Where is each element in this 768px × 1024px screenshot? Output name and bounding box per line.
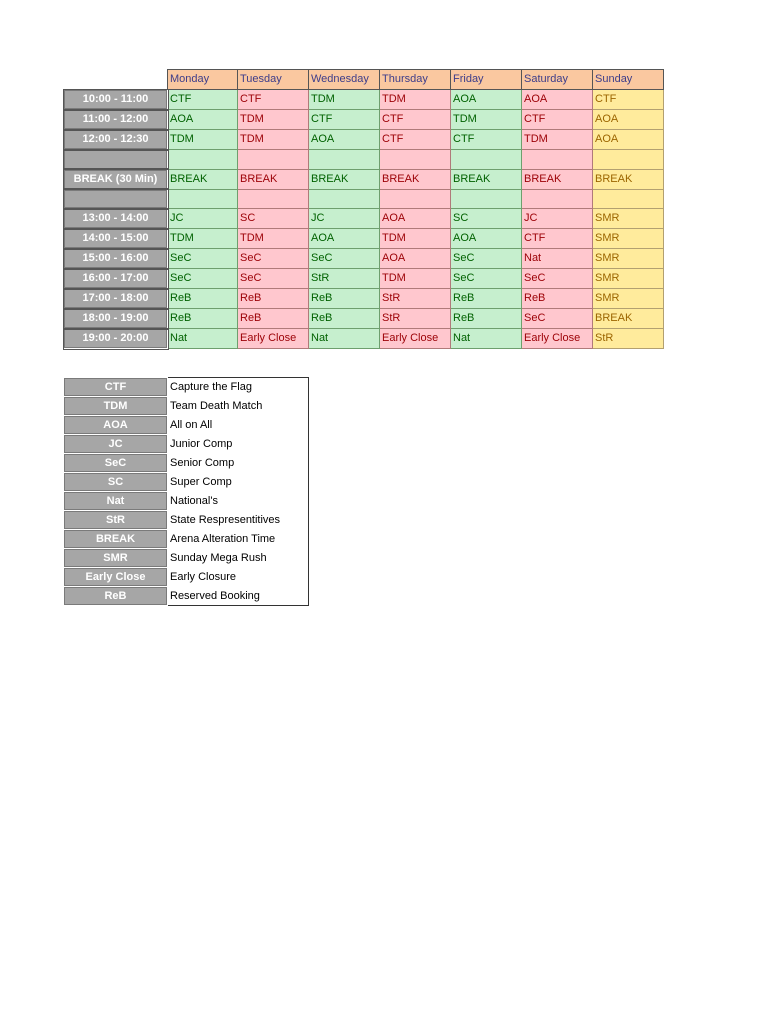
schedule-cell: ReB (309, 289, 380, 309)
schedule-cell: TDM (238, 110, 309, 130)
schedule-body (64, 70, 664, 349)
schedule-cell: AOA (451, 229, 522, 249)
legend-description: State Respresentitives (168, 511, 309, 530)
schedule-cell: BREAK (451, 169, 522, 189)
legend-code: SeC (64, 454, 168, 473)
schedule-cell: TDM (238, 229, 309, 249)
schedule-cell: CTF (309, 110, 380, 130)
schedule-cell: TDM (380, 229, 451, 249)
time-slot-label: 18:00 - 19:00 (64, 309, 168, 329)
schedule-cell: SMR (593, 269, 664, 289)
schedule-cell: CTF (168, 90, 238, 110)
schedule-cell (380, 150, 451, 170)
legend-row (64, 397, 309, 416)
legend-code: BREAK (64, 530, 168, 549)
legend-description: Capture the Flag (168, 378, 309, 397)
legend-row (64, 549, 309, 568)
legend-row (64, 378, 309, 397)
schedule-cell: CTF (380, 130, 451, 150)
schedule-cell: SeC (451, 249, 522, 269)
legend-description: Senior Comp (168, 454, 309, 473)
schedule-cell: CTF (522, 229, 593, 249)
table-row (64, 269, 664, 289)
legend-code: SMR (64, 549, 168, 568)
day-header: Wednesday (309, 70, 380, 90)
legend-row (64, 435, 309, 454)
schedule-cell (522, 150, 593, 170)
schedule-cell: ReB (168, 309, 238, 329)
table-row (64, 289, 664, 309)
legend-row (64, 416, 309, 435)
schedule-cell: TDM (309, 90, 380, 110)
schedule-cell: Early Close (238, 329, 309, 349)
table-row (64, 110, 664, 130)
legend-code: ReB (64, 587, 168, 606)
time-slot-label: 14:00 - 15:00 (64, 229, 168, 249)
day-header: Monday (168, 70, 238, 90)
legend-code: TDM (64, 397, 168, 416)
schedule-cell: StR (593, 329, 664, 349)
schedule-cell: SMR (593, 289, 664, 309)
schedule-cell: CTF (380, 110, 451, 130)
schedule-cell (309, 150, 380, 170)
schedule-cell: TDM (522, 130, 593, 150)
table-row (64, 130, 664, 150)
schedule-cell: ReB (168, 289, 238, 309)
schedule-cell (451, 150, 522, 170)
schedule-cell: Nat (451, 329, 522, 349)
legend-description: National's (168, 492, 309, 511)
table-row (64, 309, 664, 329)
table-row (64, 90, 664, 110)
schedule-cell (238, 150, 309, 170)
schedule-cell: CTF (451, 130, 522, 150)
table-row (64, 169, 664, 189)
time-slot-label: 13:00 - 14:00 (64, 209, 168, 229)
corner-cell (64, 70, 168, 90)
schedule-cell: AOA (309, 229, 380, 249)
legend-code: Early Close (64, 568, 168, 587)
legend-description: Early Closure (168, 568, 309, 587)
legend-row (64, 454, 309, 473)
day-header: Friday (451, 70, 522, 90)
legend-row (64, 492, 309, 511)
header-row (64, 70, 664, 90)
schedule-cell: AOA (593, 110, 664, 130)
schedule-cell (593, 150, 664, 170)
table-row (64, 150, 664, 170)
schedule-cell: Nat (168, 329, 238, 349)
schedule-cell (380, 189, 451, 209)
schedule-cell: ReB (451, 309, 522, 329)
schedule-cell: SC (451, 209, 522, 229)
time-slot-label: 11:00 - 12:00 (64, 110, 168, 130)
schedule-cell: BREAK (309, 169, 380, 189)
schedule-cell: SMR (593, 229, 664, 249)
legend-description: Arena Alteration Time (168, 530, 309, 549)
schedule-cell (309, 189, 380, 209)
time-slot-label: 16:00 - 17:00 (64, 269, 168, 289)
schedule-cell: SeC (522, 269, 593, 289)
legend-description: Junior Comp (168, 435, 309, 454)
schedule-cell: TDM (380, 90, 451, 110)
schedule-cell: TDM (168, 229, 238, 249)
day-header: Sunday (593, 70, 664, 90)
schedule-cell: TDM (168, 130, 238, 150)
time-slot-label: BREAK (30 Min) (64, 169, 168, 189)
schedule-cell: TDM (238, 130, 309, 150)
time-slot-label (64, 150, 168, 170)
legend-code: SC (64, 473, 168, 492)
day-header: Thursday (380, 70, 451, 90)
legend-row (64, 473, 309, 492)
schedule-cell (238, 189, 309, 209)
schedule-cell: AOA (380, 209, 451, 229)
table-row (64, 209, 664, 229)
legend-code: StR (64, 511, 168, 530)
legend-description: Team Death Match (168, 397, 309, 416)
time-slot-label: 19:00 - 20:00 (64, 329, 168, 349)
legend-row (64, 511, 309, 530)
time-slot-label (64, 189, 168, 209)
schedule-cell: CTF (593, 90, 664, 110)
legend-body (64, 378, 309, 606)
schedule-cell: Nat (309, 329, 380, 349)
schedule-cell: SeC (522, 309, 593, 329)
schedule-cell: SeC (451, 269, 522, 289)
legend-code: AOA (64, 416, 168, 435)
legend-description: Reserved Booking (168, 587, 309, 606)
schedule-cell: SMR (593, 209, 664, 229)
legend-code: CTF (64, 378, 168, 397)
table-row (64, 329, 664, 349)
time-slot-label: 15:00 - 16:00 (64, 249, 168, 269)
schedule-cell: Early Close (522, 329, 593, 349)
schedule-cell: CTF (238, 90, 309, 110)
schedule-cell: ReB (238, 309, 309, 329)
schedule-cell: JC (522, 209, 593, 229)
schedule-cell: CTF (522, 110, 593, 130)
legend-code: JC (64, 435, 168, 454)
schedule-cell: BREAK (380, 169, 451, 189)
legend-row (64, 568, 309, 587)
schedule-cell: JC (168, 209, 238, 229)
schedule-table (63, 69, 664, 349)
schedule-cell: Nat (522, 249, 593, 269)
legend-table (63, 377, 309, 606)
schedule-cell: Early Close (380, 329, 451, 349)
schedule-cell: BREAK (593, 169, 664, 189)
schedule-cell: BREAK (522, 169, 593, 189)
legend-description: Sunday Mega Rush (168, 549, 309, 568)
schedule-cell: AOA (168, 110, 238, 130)
schedule-cell: BREAK (168, 169, 238, 189)
legend-row (64, 530, 309, 549)
schedule-cell: StR (380, 289, 451, 309)
table-row (64, 189, 664, 209)
table-row (64, 229, 664, 249)
schedule-cell: JC (309, 209, 380, 229)
schedule-cell: ReB (522, 289, 593, 309)
schedule-cell: TDM (380, 269, 451, 289)
schedule-cell (522, 189, 593, 209)
schedule-cell: BREAK (238, 169, 309, 189)
schedule-cell: AOA (522, 90, 593, 110)
legend-code: Nat (64, 492, 168, 511)
time-slot-label: 12:00 - 12:30 (64, 130, 168, 150)
schedule-cell: SeC (309, 249, 380, 269)
schedule-cell (451, 189, 522, 209)
schedule-cell (168, 189, 238, 209)
schedule-cell: BREAK (593, 309, 664, 329)
schedule-cell: ReB (309, 309, 380, 329)
legend-row (64, 587, 309, 606)
schedule-cell (168, 150, 238, 170)
schedule-cell: TDM (451, 110, 522, 130)
time-slot-label: 10:00 - 11:00 (64, 90, 168, 110)
schedule-cell: SeC (168, 249, 238, 269)
schedule-cell: ReB (451, 289, 522, 309)
legend-description: All on All (168, 416, 309, 435)
schedule-cell: SeC (168, 269, 238, 289)
schedule-cell: SC (238, 209, 309, 229)
legend-description: Super Comp (168, 473, 309, 492)
day-header: Tuesday (238, 70, 309, 90)
schedule-cell: ReB (238, 289, 309, 309)
time-slot-label: 17:00 - 18:00 (64, 289, 168, 309)
schedule-cell: AOA (309, 130, 380, 150)
schedule-cell (593, 189, 664, 209)
schedule-cell: SeC (238, 249, 309, 269)
schedule-cell: StR (309, 269, 380, 289)
schedule-cell: StR (380, 309, 451, 329)
schedule-cell: AOA (380, 249, 451, 269)
schedule-cell: AOA (451, 90, 522, 110)
day-header: Saturday (522, 70, 593, 90)
schedule-cell: SMR (593, 249, 664, 269)
schedule-cell: AOA (593, 130, 664, 150)
table-row (64, 249, 664, 269)
schedule-cell: SeC (238, 269, 309, 289)
